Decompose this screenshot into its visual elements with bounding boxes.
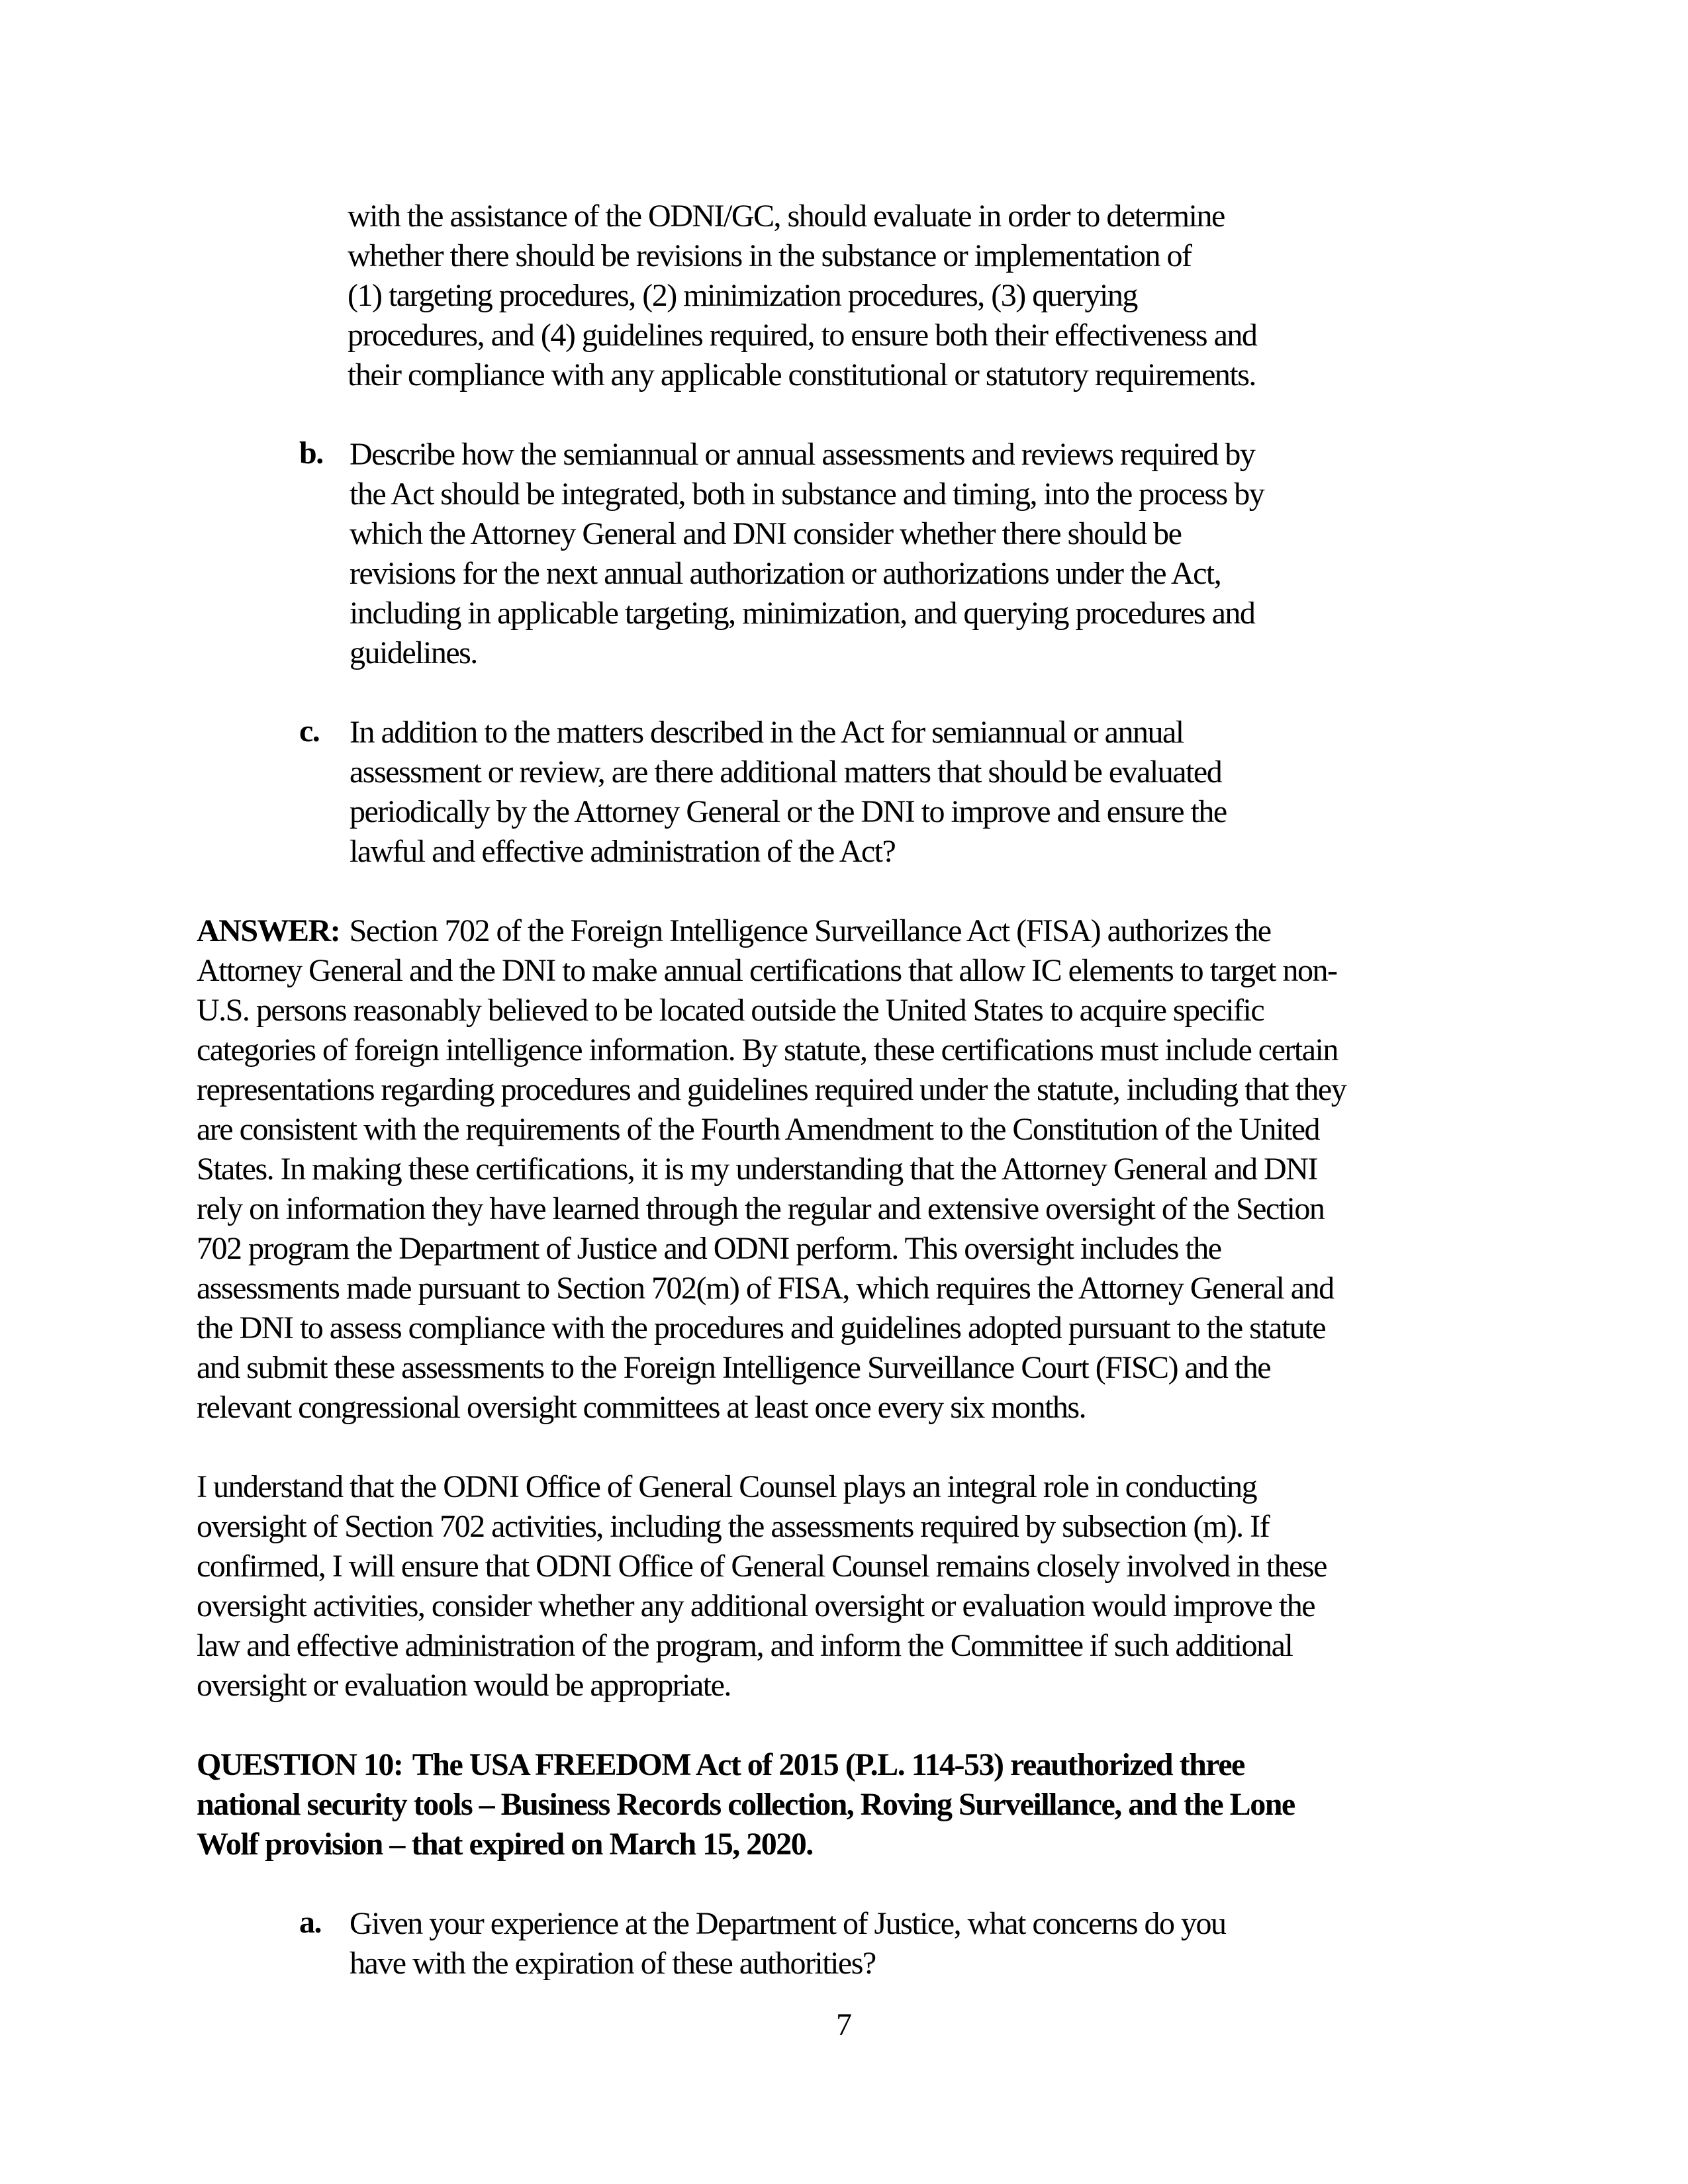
paragraph-gap (197, 395, 1491, 435)
text-line (197, 911, 1491, 951)
text-line: Describe how the semiannual or annual assessments and reviews required by (350, 437, 1255, 472)
text-line: confirmed, I will ensure that ODNI Office of General Counsel remains closely involved in these (197, 1549, 1327, 1584)
answer-label: ANSWER: (197, 913, 340, 948)
text-line: national security tools – Business Records collection, Roving Surveillance, and the Lone (197, 1787, 1295, 1822)
text-line: the DNI to assess compliance with the procedures and guidelines adopted pursuant to the statute (197, 1310, 1326, 1345)
text-line: which the Attorney General and DNI consider whether there should be (350, 516, 1182, 551)
text-line (197, 1745, 1491, 1785)
list-marker-a: a. (299, 1905, 321, 1940)
page-number: 7 (836, 2007, 852, 2042)
list-marker-b: b. (299, 435, 323, 471)
text-line: lawful and effective administration of the Act? (350, 834, 896, 869)
paragraph-gap (197, 1864, 1491, 1904)
text-line: relevant congressional oversight committees at least once every six months. (197, 1390, 1086, 1425)
item-a-continuation-paragraph (197, 197, 1491, 395)
text-line: States. In making these certifications, it is my understanding that the Attorney General and DNI (197, 1152, 1317, 1187)
text-line: including in applicable targeting, minimization, and querying procedures and (350, 596, 1255, 631)
text-line: rely on information they have learned through the regular and extensive oversight of the Section (197, 1191, 1325, 1226)
text-segment: Section 702 of the Foreign Intelligence Surveillance Act (FISA) authorizes the (349, 913, 1271, 948)
paragraph-gap (197, 1706, 1491, 1745)
text-line: their compliance with any applicable constitutional or statutory requirements. (348, 357, 1256, 392)
text-line: the Act should be integrated, both in substance and timing, into the process by (350, 477, 1264, 512)
text-line: revisions for the next annual authorization or authorizations under the Act, (350, 556, 1221, 591)
text-line: oversight of Section 702 activities, including the assessments required by subsection (m). If (197, 1509, 1270, 1544)
text-line: oversight activities, consider whether any additional oversight or evaluation would improve the (197, 1588, 1315, 1623)
question-10-label: QUESTION 10: (197, 1747, 403, 1782)
text-line: categories of foreign intelligence information. By statute, these certifications must include certain (197, 1032, 1338, 1068)
text-line: periodically by the Attorney General or the DNI to improve and ensure the (350, 794, 1227, 829)
question-10-paragraph (197, 1745, 1491, 1864)
text-line: assessments made pursuant to Section 702(m) of FISA, which requires the Attorney General and (197, 1271, 1334, 1306)
text-line: representations regarding procedures and guidelines required under the statute, including that they (197, 1072, 1346, 1107)
paragraph-gap (197, 872, 1491, 911)
text-line: whether there should be revisions in the substance or implementation of (348, 238, 1192, 273)
text-line: guidelines. (350, 635, 477, 670)
text-line: oversight or evaluation would be appropriate. (197, 1668, 731, 1703)
text-line: I understand that the ODNI Office of General Counsel plays an integral role in conducting (197, 1469, 1257, 1504)
text-line: Attorney General and the DNI to make annual certifications that allow IC elements to target non- (197, 953, 1337, 988)
text-line: Given your experience at the Department of Justice, what concerns do you (350, 1906, 1226, 1941)
text-line: 702 program the Department of Justice and ODNI perform. This oversight includes the (197, 1231, 1221, 1266)
list-marker-c: c. (299, 713, 320, 749)
text-line: Wolf provision – that expired on March 15, 2020. (197, 1827, 813, 1862)
list-item-b (197, 435, 1491, 673)
text-line: are consistent with the requirements of the Fourth Amendment to the Constitution of the United (197, 1112, 1320, 1147)
text-line: assessment or review, are there additional matters that should be evaluated (350, 754, 1222, 790)
text-line: (1) targeting procedures, (2) minimization procedures, (3) querying (348, 278, 1137, 313)
list-item-c (197, 713, 1491, 872)
text-line: law and effective administration of the program, and inform the Committee if such additional (197, 1628, 1293, 1663)
document-content (197, 197, 1491, 1983)
text-line: have with the expiration of these authorities? (350, 1946, 876, 1981)
list-item-a (197, 1904, 1491, 1983)
text-line: with the assistance of the ODNI/GC, should evaluate in order to determine (348, 199, 1225, 234)
text-line: U.S. persons reasonably believed to be located outside the United States to acquire specific (197, 993, 1264, 1028)
text-line: and submit these assessments to the Foreign Intelligence Surveillance Court (FISC) and the (197, 1350, 1270, 1385)
text-line: In addition to the matters described in the Act for semiannual or annual (350, 715, 1184, 750)
followup-paragraph (197, 1467, 1491, 1706)
answer-paragraph (197, 911, 1491, 1428)
text-line: procedures, and (4) guidelines required, to ensure both their effectiveness and (348, 318, 1257, 353)
paragraph-gap (197, 673, 1491, 713)
paragraph-gap (197, 1428, 1491, 1467)
text-segment: The USA FREEDOM Act of 2015 (P.L. 114-53) reauthorized three (412, 1747, 1244, 1782)
